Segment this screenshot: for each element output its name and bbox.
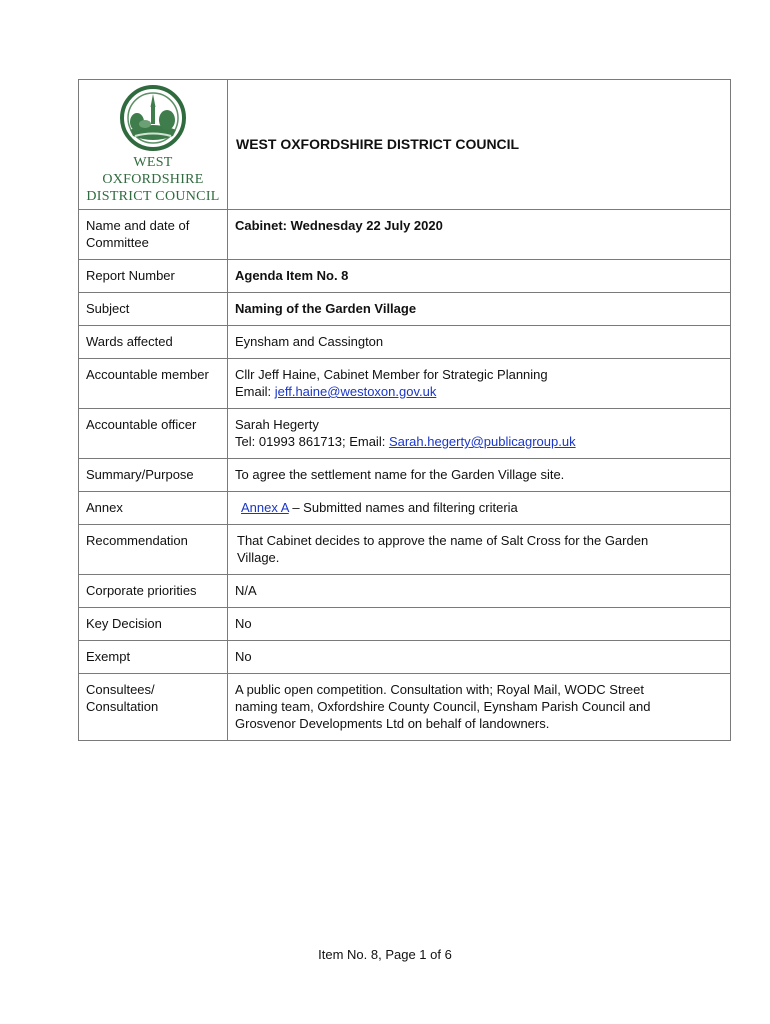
value-exempt: No [228, 641, 731, 674]
officer-email-link[interactable]: Sarah.hegerty@publicagroup.uk [388, 434, 576, 449]
officer-name-line: Sarah Hegerty [235, 417, 319, 432]
report-cover-table [78, 79, 731, 741]
council-emblem-icon [115, 84, 191, 152]
officer-contact-line [235, 433, 724, 450]
recommendation-line2: Village. [237, 550, 280, 565]
member-email-prefix: Email: [235, 384, 275, 399]
value-annex [228, 492, 731, 525]
consultees-line2: naming team, Oxfordshire County Council, Eynsham Parish Council and [235, 699, 651, 714]
label-report-number: Report Number [79, 260, 228, 293]
org-title: WEST OXFORDSHIRE DISTRICT COUNCIL [236, 135, 520, 152]
label-wards: Wards affected [79, 326, 228, 359]
row-report-number [79, 260, 731, 293]
value-report-number: Agenda Item No. 8 [228, 260, 731, 293]
header-row [79, 80, 731, 210]
label-committee [79, 210, 228, 260]
member-email-line [235, 383, 724, 400]
logo-cell [79, 80, 228, 210]
row-consultees [79, 674, 731, 741]
value-key-decision: No [228, 608, 731, 641]
org-title-cell [228, 80, 731, 210]
label-key-decision: Key Decision [79, 608, 228, 641]
council-logo [83, 84, 223, 205]
row-recommendation [79, 525, 731, 575]
row-wards [79, 326, 731, 359]
label-accountable-member: Accountable member [79, 359, 228, 409]
value-consultees [228, 674, 731, 741]
value-committee: Cabinet: Wednesday 22 July 2020 [228, 210, 731, 260]
row-exempt [79, 641, 731, 674]
row-annex [79, 492, 731, 525]
label-consultees [79, 674, 228, 741]
value-wards: Eynsham and Cassington [228, 326, 731, 359]
member-email-link[interactable]: jeff.haine@westoxon.gov.uk [274, 384, 437, 399]
label-recommendation: Recommendation [79, 525, 228, 575]
row-accountable-officer [79, 409, 731, 459]
label-subject: Subject [79, 293, 228, 326]
value-accountable-member [228, 359, 731, 409]
member-name-line: Cllr Jeff Haine, Cabinet Member for Strategic Planning [235, 367, 548, 382]
consultees-line1: A public open competition. Consultation with; Royal Mail, WODC Street [235, 682, 644, 697]
label-committee-line2: Committee [86, 235, 149, 250]
annex-a-link[interactable]: Annex A [241, 500, 289, 515]
row-summary [79, 459, 731, 492]
consultees-line3: Grosvenor Developments Ltd on behalf of landowners. [235, 716, 550, 731]
logo-text-line1: WEST OXFORDSHIRE [102, 155, 204, 187]
value-accountable-officer [228, 409, 731, 459]
value-summary: To agree the settlement name for the Garden Village site. [228, 459, 731, 492]
logo-text-line2: DISTRICT COUNCIL [86, 189, 220, 204]
officer-tel-prefix: Tel: 01993 861713; Email: [235, 434, 389, 449]
label-consultees-line2: Consultation [86, 699, 159, 714]
page-footer: Item No. 8, Page 1 of 6 [318, 947, 452, 962]
annex-description: – Submitted names and filtering criteria [288, 500, 518, 515]
value-recommendation [228, 525, 731, 575]
recommendation-line1: That Cabinet decides to approve the name of Salt Cross for the Garden [237, 533, 649, 548]
value-subject: Naming of the Garden Village [228, 293, 731, 326]
label-annex: Annex [79, 492, 228, 525]
label-consultees-line1: Consultees/ [86, 682, 155, 697]
row-committee [79, 210, 731, 260]
label-corporate-priorities: Corporate priorities [79, 575, 228, 608]
label-committee-line1: Name and date of [86, 218, 190, 233]
row-subject [79, 293, 731, 326]
row-corporate-priorities [79, 575, 731, 608]
label-exempt: Exempt [79, 641, 228, 674]
value-corporate-priorities: N/A [228, 575, 731, 608]
label-accountable-officer: Accountable officer [79, 409, 228, 459]
row-key-decision [79, 608, 731, 641]
label-summary: Summary/Purpose [79, 459, 228, 492]
row-accountable-member [79, 359, 731, 409]
